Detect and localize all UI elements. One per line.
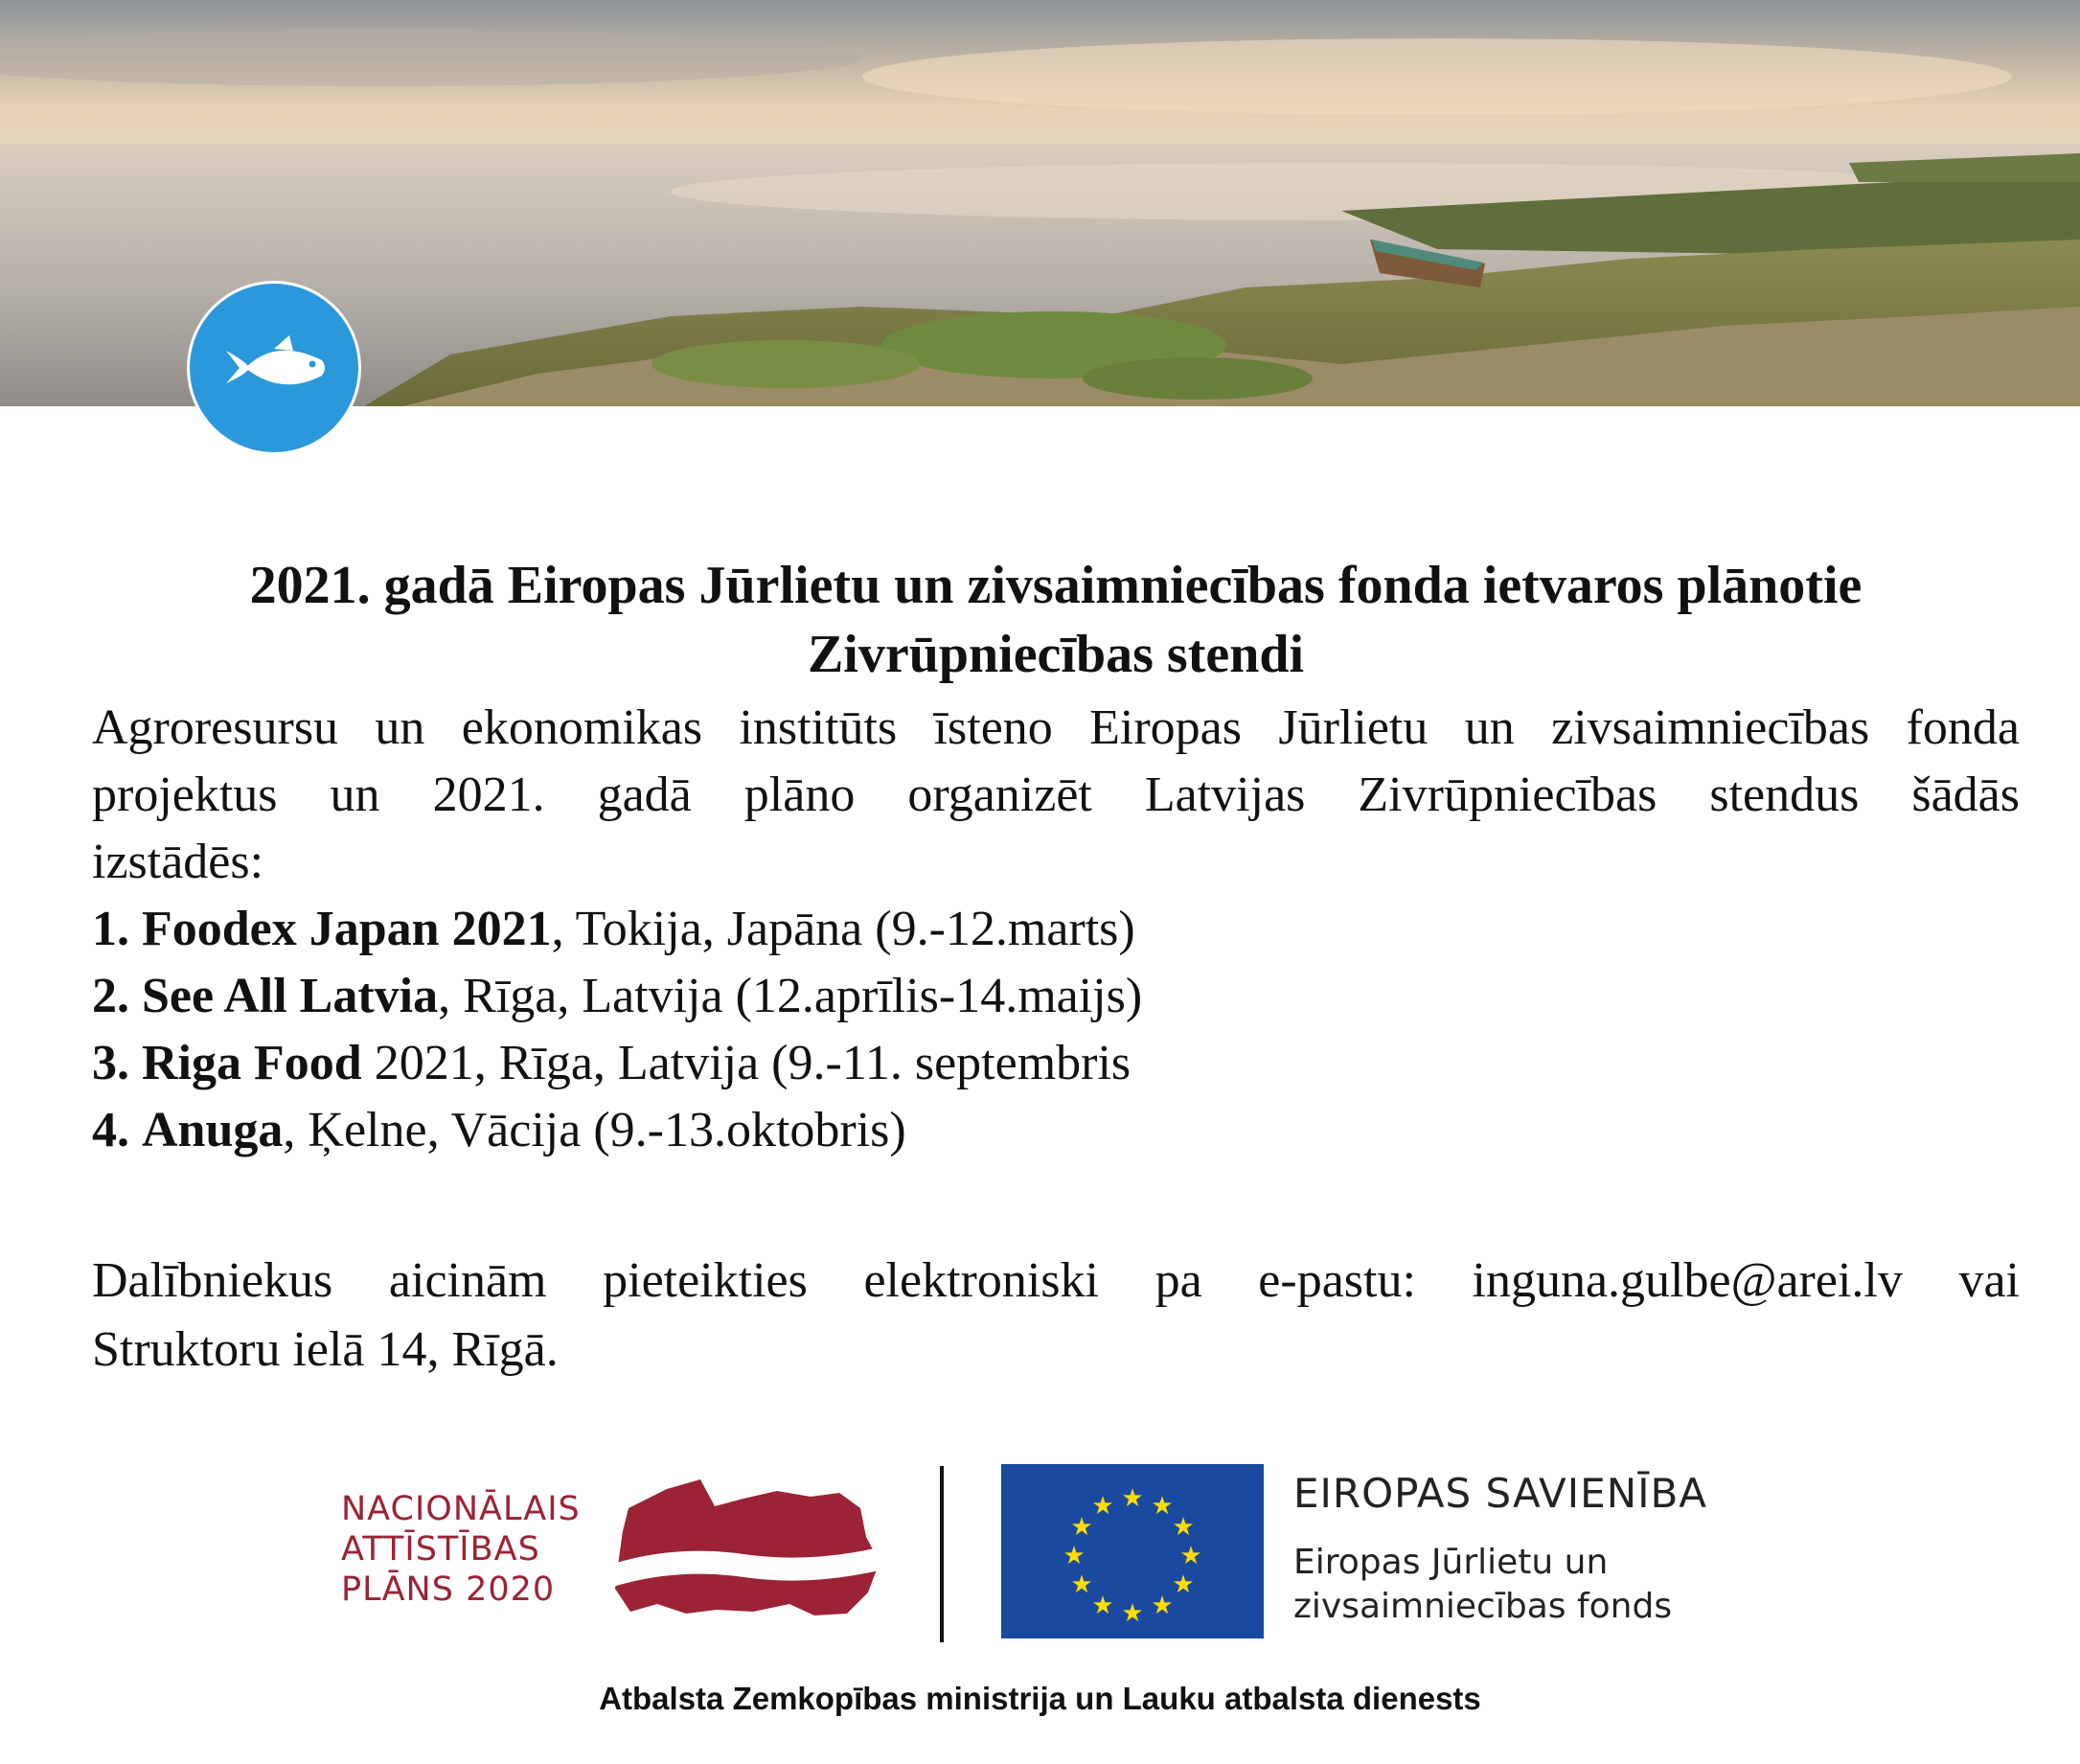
page-title	[92, 551, 2020, 689]
svg-text:★: ★	[1179, 1542, 1202, 1570]
event-details: 2021, Rīga, Latvija (9.-11. septembris	[361, 1036, 1131, 1090]
event-details: , Ķelne, Vācija (9.-13.oktobris)	[283, 1103, 906, 1157]
main-content	[92, 551, 2020, 1385]
intro-paragraph	[92, 695, 2020, 896]
list-item	[92, 963, 2020, 1030]
svg-text:★: ★	[1070, 1513, 1093, 1542]
svg-text:★: ★	[1172, 1570, 1195, 1599]
intro-line-1: Agroresursu un ekonomikas institūts īsteno Eiropas Jūrlietu un zivsaimniecības fonda	[92, 700, 2020, 755]
list-item	[92, 1097, 2020, 1164]
event-name: See All Latvia	[142, 969, 439, 1023]
eu-fund-line-2: zivsaimniecības fonds	[1293, 1587, 1673, 1626]
svg-text:★: ★	[1121, 1599, 1144, 1628]
logo-divider	[940, 1466, 944, 1642]
svg-text:★: ★	[1172, 1513, 1195, 1542]
event-number: 4.	[92, 1103, 129, 1157]
fish-badge	[190, 284, 358, 452]
intro-line-3: izstādēs:	[92, 835, 264, 889]
event-number: 1.	[92, 902, 129, 956]
svg-text:★: ★	[1151, 1492, 1174, 1521]
contact-paragraph	[92, 1247, 2020, 1385]
event-number: 2.	[92, 969, 129, 1023]
event-name: Riga Food	[142, 1036, 362, 1090]
eu-fund-line-1: Eiropas Jūrlietu un	[1293, 1543, 1609, 1582]
intro-line-2: projektus un 2021. gadā plāno organizēt Latvijas Zivrūpniecības stendus šādās	[92, 767, 2020, 822]
nap-2020-logo-text	[341, 1489, 581, 1610]
event-list	[92, 896, 2020, 1164]
svg-text:★: ★	[1121, 1484, 1144, 1513]
nap-line-1: NACIONĀLAIS	[341, 1490, 581, 1528]
contact-line-1: Dalībniekus aicinām pieteikties elektroniski pa e-pastu: inguna.gulbe@arei.lv vai	[92, 1253, 2020, 1308]
event-details: , Tokija, Japāna (9.-12.marts)	[551, 902, 1135, 956]
eu-flag	[1001, 1464, 1264, 1638]
event-details: , Rīga, Latvija (12.aprīlis-14.maijs)	[438, 969, 1143, 1023]
logos-strip	[0, 1456, 2080, 1648]
list-item	[92, 1030, 2020, 1097]
svg-text:★: ★	[1091, 1592, 1114, 1620]
eu-fund-name	[1293, 1541, 1672, 1629]
eu-stars-icon	[1001, 1464, 1264, 1638]
svg-text:★: ★	[1091, 1492, 1114, 1521]
title-line-2: Zivrūpniecības stendi	[807, 625, 1305, 684]
title-line-1: 2021. gadā Eiropas Jūrlietu un zivsaimniecības fonda ietvaros plānotie	[249, 556, 1863, 615]
svg-text:★: ★	[1070, 1570, 1093, 1599]
nap-line-2: ATTĪSTĪBAS	[341, 1530, 540, 1569]
svg-text:★: ★	[1063, 1542, 1086, 1570]
latvia-map-icon	[609, 1470, 887, 1633]
event-name: Foodex Japan 2021	[142, 902, 552, 956]
svg-text:★: ★	[1151, 1592, 1174, 1620]
contact-line-2: Struktoru ielā 14, Rīgā.	[92, 1322, 559, 1377]
eu-title: EIROPAS SAVIENĪBA	[1293, 1470, 1708, 1517]
event-name: Anuga	[142, 1103, 284, 1157]
support-footer: Atbalsta Zemkopības ministrija un Lauku atbalsta dienests	[599, 1681, 1481, 1716]
list-item	[92, 896, 2020, 963]
nap-line-3: PLĀNS 2020	[341, 1570, 556, 1609]
fish-icon	[190, 284, 358, 452]
event-number: 3.	[92, 1036, 129, 1090]
